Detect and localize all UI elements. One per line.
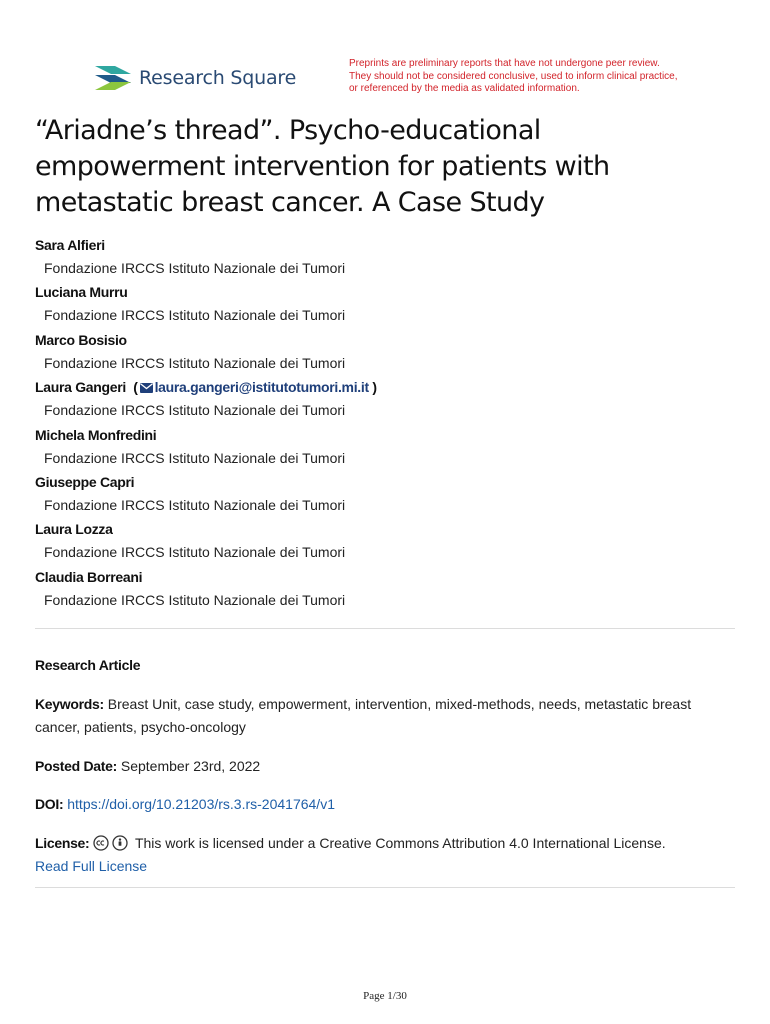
author-entry [35,425,735,472]
author-affiliation: Fondazione IRCCS Istituto Nazionale dei Tumori [44,496,346,513]
author-entry [35,235,735,282]
posted-date-label: Posted Date: [35,758,117,774]
logo-text: Research Square [139,67,297,89]
author-name[interactable]: Michela Monfredini [35,426,157,443]
author-name[interactable]: Laura Gangeri [35,379,127,396]
author-name[interactable]: Laura Lozza [35,521,113,538]
article-type: Research Article [35,657,141,673]
author-entry [35,567,735,614]
author-entry [35,519,735,566]
posted-date-section [35,755,735,778]
preprint-header [0,0,770,110]
author-name[interactable]: Marco Bosisio [35,331,127,348]
author-affiliation: Fondazione IRCCS Istituto Nazionale dei Tumori [44,354,346,371]
license-label: License: [35,835,90,851]
author-name[interactable]: Giuseppe Capri [35,473,135,490]
author-list [35,235,735,614]
author-entry [35,377,735,424]
license-text: This work is licensed under a Creative Commons Attribution 4.0 International License. [134,835,666,851]
author-affiliation: Fondazione IRCCS Istituto Nazionale dei Tumori [44,307,346,324]
notice-line: or referenced by the media as validated information. [349,83,580,94]
author-affiliation: Fondazione IRCCS Istituto Nazionale dei Tumori [44,544,346,561]
author-affiliation: Fondazione IRCCS Istituto Nazionale dei Tumori [44,591,346,608]
author-name[interactable]: Sara Alfieri [35,237,105,253]
envelope-icon [140,383,153,393]
divider [35,628,735,629]
author-affiliation: Fondazione IRCCS Istituto Nazionale dei Tumori [44,402,346,419]
close-paren: ) [368,379,377,396]
author-affiliation: Fondazione IRCCS Istituto Nazionale dei Tumori [44,449,346,466]
doi-link[interactable]: https://doi.org/10.21203/rs.3.rs-2041764/v1 [67,796,335,812]
posted-date-value: September 23rd, 2022 [120,758,261,774]
research-square-logo-icon [93,64,133,92]
keywords-text-line1: Breast Unit, case study, empowerment, intervention, mixed-methods, needs, metastatic breast [107,696,692,712]
doi-section [35,793,735,816]
doi-label: DOI: [35,796,64,812]
title-line: empowerment intervention for patients with [35,151,610,182]
page-number: Page 1/30 [363,990,407,1002]
corresponding-author-name [35,377,735,398]
divider [35,887,735,888]
cc-icon [93,835,109,851]
license-section [35,832,735,878]
author-name[interactable]: Claudia Borreani [35,568,143,585]
read-full-license-link[interactable]: Read Full License [35,858,148,874]
author-entry [35,282,735,329]
keywords-text-line2: cancer, patients, psycho-oncology [35,719,246,735]
author-entry [35,330,735,377]
paper-title [35,113,735,221]
author-entry [35,472,735,519]
attribution-icon [112,835,128,851]
notice-line: Preprints are preliminary reports that have not undergone peer review. [349,58,660,69]
title-line: metastatic breast cancer. A Case Study [35,187,545,218]
author-email-link[interactable]: laura.gangeri@istitutotumori.mi.it [154,379,369,396]
notice-line: They should not be considered conclusive, used to inform clinical practice, [349,70,678,82]
author-affiliation: Fondazione IRCCS Istituto Nazionale dei Tumori [44,260,346,276]
preprint-notice [349,58,709,96]
keywords-section [35,693,735,739]
keywords-label: Keywords: [35,696,104,712]
title-line: “Ariadne’s thread”. Psycho-educational [35,115,541,146]
research-square-logo[interactable] [93,64,296,92]
open-paren: ( [129,379,138,396]
author-name[interactable]: Luciana Murru [35,284,128,301]
